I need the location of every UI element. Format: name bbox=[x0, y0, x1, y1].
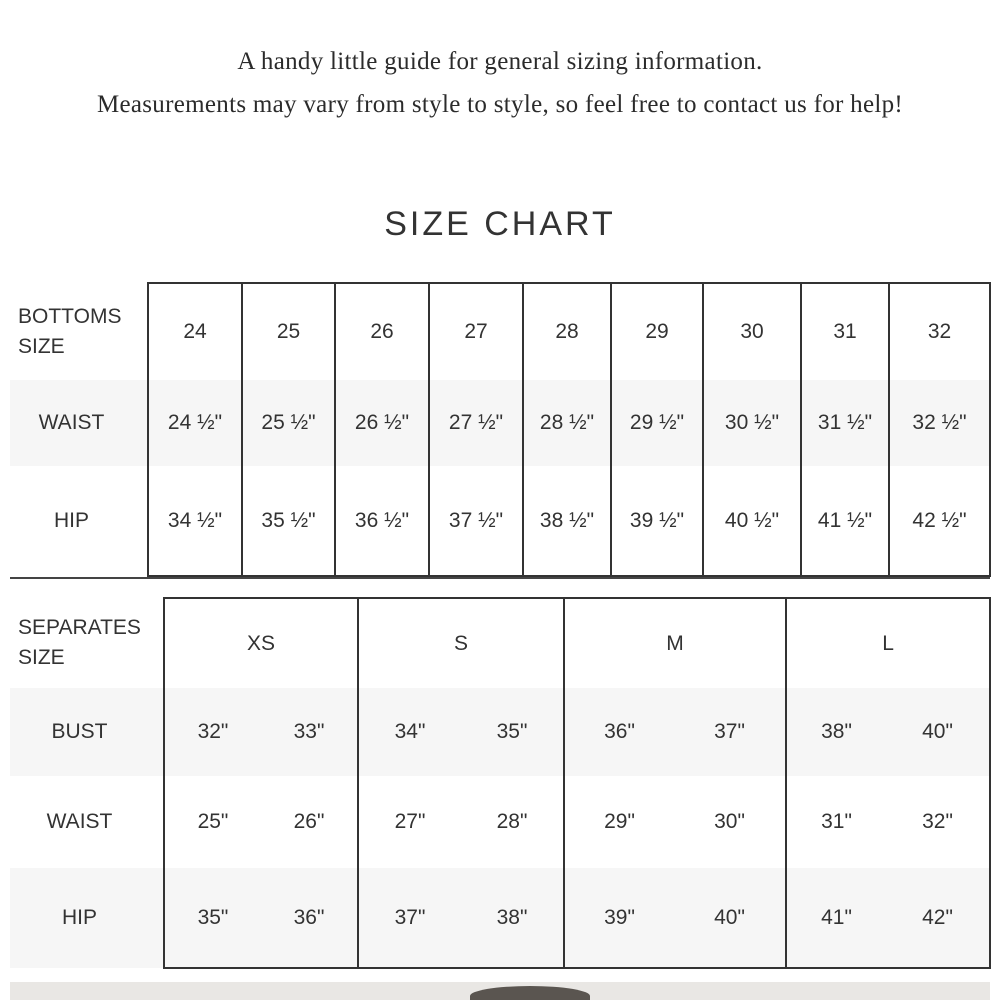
separates-size-header: L bbox=[786, 598, 990, 688]
separates-measurement-cell: 25" bbox=[164, 776, 261, 868]
separates-measurement-cell: 39" bbox=[564, 868, 674, 968]
separates-measurement-cell: 35" bbox=[164, 868, 261, 968]
separates-size-label-line: SIZE bbox=[18, 646, 65, 669]
photo-fragment bbox=[470, 986, 590, 1000]
bottoms-measurement-cell: 27 ½" bbox=[429, 380, 523, 466]
bottoms-measurement-cell: 36 ½" bbox=[335, 466, 429, 576]
bottoms-measurement-cell: 41 ½" bbox=[801, 466, 889, 576]
separates-row-label: HIP bbox=[10, 868, 164, 968]
separates-size-header: S bbox=[358, 598, 564, 688]
separates-row-hip bbox=[10, 868, 990, 968]
bottoms-size-header: 30 bbox=[703, 283, 801, 380]
bottoms-header-row bbox=[10, 283, 990, 380]
bottoms-size-header: 26 bbox=[335, 283, 429, 380]
bottoms-row-hip bbox=[10, 466, 990, 576]
bottoms-measurement-cell: 42 ½" bbox=[889, 466, 990, 576]
separates-header-row bbox=[10, 598, 990, 688]
cropped-photo-strip bbox=[10, 982, 990, 1000]
separates-size-table bbox=[10, 597, 990, 969]
separates-measurement-cell: 37" bbox=[674, 688, 786, 776]
bottoms-size-header: 32 bbox=[889, 283, 990, 380]
separates-measurement-cell: 32" bbox=[886, 776, 990, 868]
bottoms-size-label bbox=[10, 283, 148, 380]
separates-measurement-cell: 42" bbox=[886, 868, 990, 968]
bottoms-size-header: 25 bbox=[242, 283, 335, 380]
bottoms-size-table bbox=[10, 282, 990, 579]
bottoms-measurement-cell: 28 ½" bbox=[523, 380, 611, 466]
bottoms-measurement-cell: 38 ½" bbox=[523, 466, 611, 576]
separates-size-header: M bbox=[564, 598, 786, 688]
bottoms-row-label: WAIST bbox=[10, 380, 148, 466]
bottoms-measurement-cell: 40 ½" bbox=[703, 466, 801, 576]
bottoms-size-label-line: BOTTOMS bbox=[18, 304, 122, 328]
bottoms-size-label-line: SIZE bbox=[18, 334, 65, 358]
separates-measurement-cell: 32" bbox=[164, 688, 261, 776]
separates-measurement-cell: 28" bbox=[461, 776, 564, 868]
bottoms-size-header: 28 bbox=[523, 283, 611, 380]
separates-row-label: BUST bbox=[10, 688, 164, 776]
intro-text bbox=[0, 40, 1000, 126]
bottoms-measurement-cell: 32 ½" bbox=[889, 380, 990, 466]
separates-size-header: XS bbox=[164, 598, 358, 688]
bottoms-row-waist bbox=[10, 380, 990, 466]
bottoms-row-label: HIP bbox=[53, 509, 89, 532]
bottoms-measurement-cell: 26 ½" bbox=[335, 380, 429, 466]
bottoms-size-header: 24 bbox=[148, 283, 242, 380]
bottoms-measurement-cell: 30 ½" bbox=[703, 380, 801, 466]
bottoms-measurement-cell: 25 ½" bbox=[242, 380, 335, 466]
separates-measurement-cell: 40" bbox=[674, 868, 786, 968]
separates-row-label: WAIST bbox=[46, 810, 113, 833]
separates-measurement-cell: 41" bbox=[786, 868, 886, 968]
bottoms-measurement-cell: 35 ½" bbox=[242, 466, 335, 576]
intro-line-1: A handy little guide for general sizing information. bbox=[237, 48, 763, 75]
separates-measurement-cell: 37" bbox=[358, 868, 461, 968]
bottoms-size-header: 31 bbox=[801, 283, 889, 380]
bottoms-measurement-cell: 37 ½" bbox=[429, 466, 523, 576]
bottoms-measurement-cell: 24 ½" bbox=[148, 380, 242, 466]
separates-measurement-cell: 38" bbox=[786, 688, 886, 776]
bottoms-measurement-cell: 29 ½" bbox=[611, 380, 703, 466]
separates-row-waist bbox=[10, 776, 990, 868]
separates-measurement-cell: 27" bbox=[358, 776, 461, 868]
separates-measurement-cell: 38" bbox=[461, 868, 564, 968]
separates-measurement-cell: 40" bbox=[886, 688, 990, 776]
separates-measurement-cell: 30" bbox=[674, 776, 786, 868]
bottoms-size-header: 29 bbox=[611, 283, 703, 380]
separates-measurement-cell: 36" bbox=[564, 688, 674, 776]
separates-measurement-cell: 29" bbox=[564, 776, 674, 868]
separates-row-bust bbox=[10, 688, 990, 776]
bottoms-size-header: 27 bbox=[429, 283, 523, 380]
separates-measurement-cell: 35" bbox=[461, 688, 564, 776]
page-title: SIZE CHART bbox=[384, 205, 616, 243]
separates-measurement-cell: 36" bbox=[261, 868, 358, 968]
bottoms-measurement-cell: 39 ½" bbox=[611, 466, 703, 576]
bottoms-measurement-cell: 34 ½" bbox=[148, 466, 242, 576]
separates-tbody bbox=[10, 598, 990, 968]
separates-measurement-cell: 34" bbox=[358, 688, 461, 776]
separates-size-label-line: SEPARATES bbox=[18, 616, 141, 639]
intro-line-2: Measurements may vary from style to style, so feel free to contact us for help! bbox=[96, 91, 904, 118]
separates-measurement-cell: 31" bbox=[786, 776, 886, 868]
separates-measurement-cell: 26" bbox=[261, 776, 358, 868]
separates-measurement-cell: 33" bbox=[261, 688, 358, 776]
bottoms-tbody bbox=[10, 283, 990, 576]
separates-size-label bbox=[10, 598, 164, 688]
bottoms-measurement-cell: 31 ½" bbox=[801, 380, 889, 466]
